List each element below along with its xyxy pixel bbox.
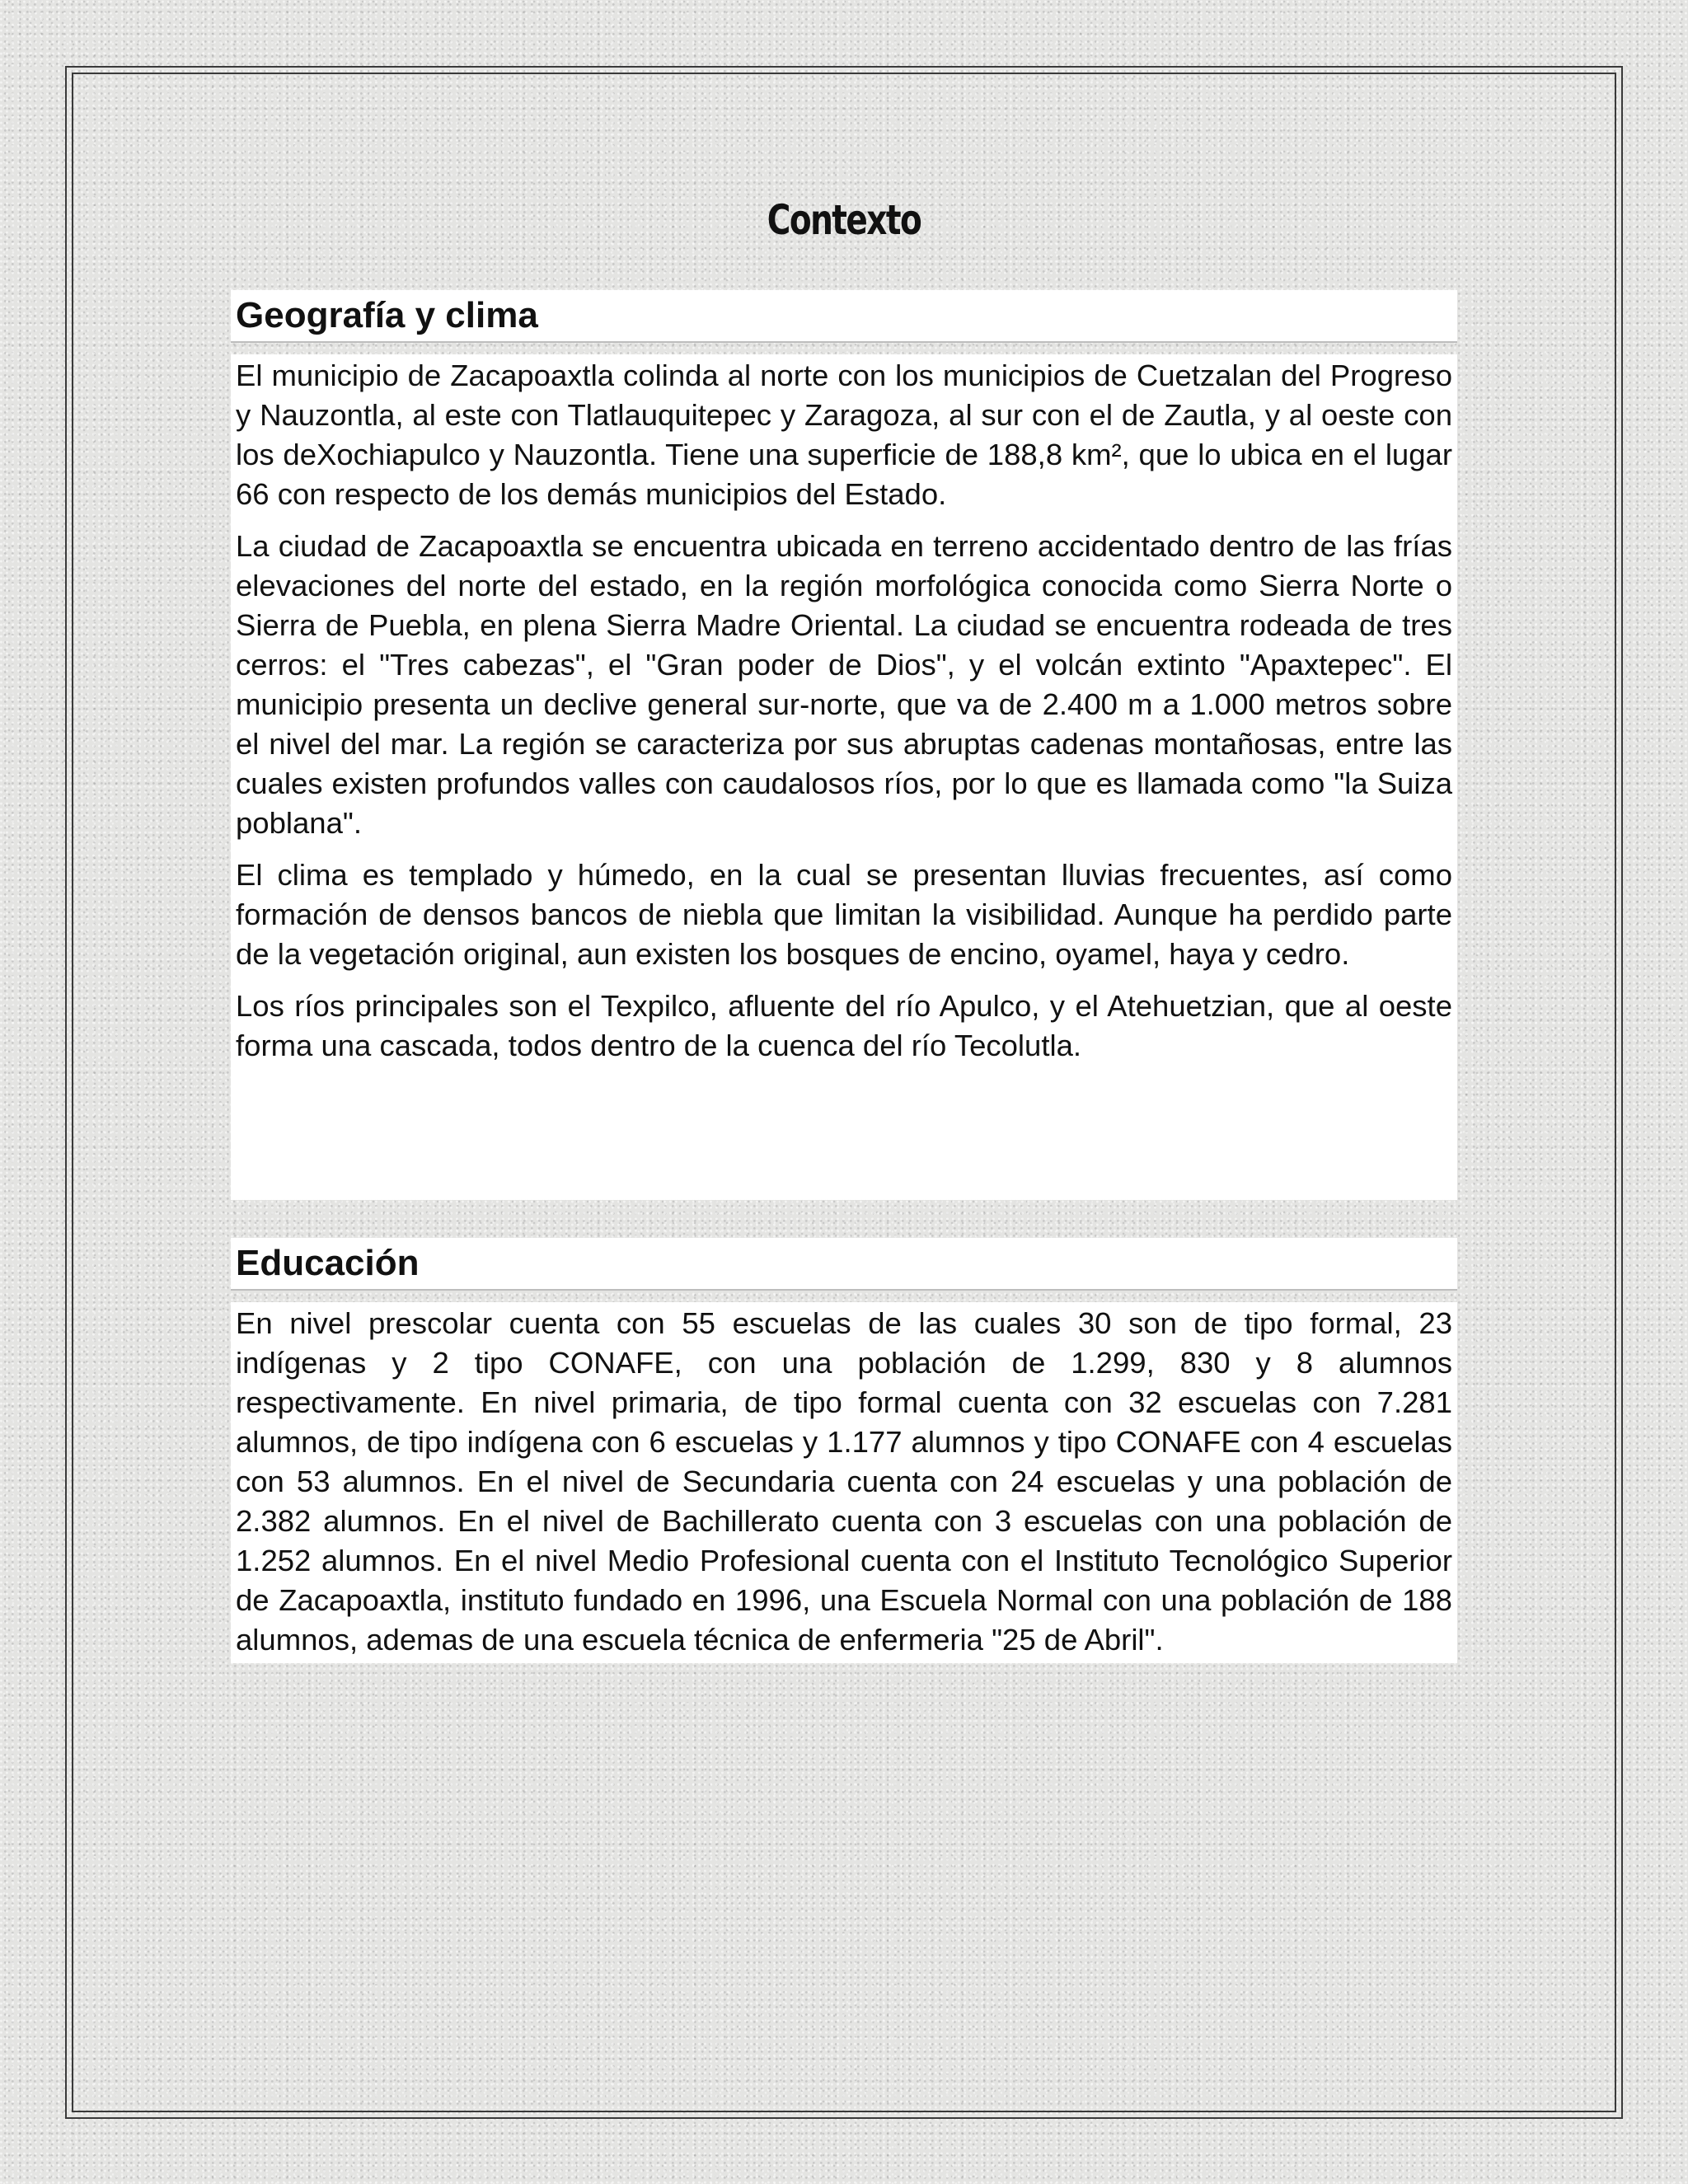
section-body	[231, 1302, 1457, 1663]
section-heading: Educación	[231, 1238, 1457, 1291]
section-educacion	[231, 1238, 1457, 1663]
page-title: Contexto	[767, 196, 921, 244]
section-heading: Geografía y clima	[231, 290, 1457, 343]
paragraph: El clima es templado y húmedo, en la cual se presentan lluvias frecuentes, así como formación de densos bancos de niebla que limitan la visibilidad. Aunque ha perdido parte de la vegetación original, aun existen los bosques de encino, oyamel, haya y cedro.	[236, 858, 1452, 971]
paragraph: La ciudad de Zacapoaxtla se encuentra ubicada en terreno accidentado dentro de las frías elevaciones del norte del estado, en la región morfológica conocida como Sierra Norte o Sierra de Puebla, en plena Sierra Madre Oriental. La ciudad se encuentra rodeada de tres cerros: el "Tres cabezas", el "Gran poder de Dios", y el volcán extinto "Apaxtepec". El municipio presenta un declive general sur-norte, que va de 2.400 m a 1.000 metros sobre el nivel del mar. La región se caracteriza por sus abruptas cadenas montañosas, entre las cuales existen profundos valles con caudalosos ríos, por lo que es llamada como "la Suiza poblana".	[236, 529, 1452, 840]
section-geografia-y-clima	[231, 290, 1457, 1200]
paragraph: El municipio de Zacapoaxtla colinda al norte con los municipios de Cuetzalan del Progreso y Nauzontla, al este con Tlatlauquitepec y Zaragoza, al sur con el de Zautla, y al oeste con los deXochiapulco y Nauzontla. Tiene una superficie de 188,8 km², que lo ubica en el lugar 66 con respecto de los demás municipios del Estado.	[236, 359, 1452, 511]
section-body	[231, 354, 1457, 1200]
paragraph: Los ríos principales son el Texpilco, afluente del río Apulco, y el Atehuetzian, que al oeste forma una cascada, todos dentro de la cuenca del río Tecolutla.	[236, 989, 1452, 1062]
paragraph: En nivel prescolar cuenta con 55 escuelas de las cuales 30 son de tipo formal, 23 indígenas y 2 tipo CONAFE, con una población de 1.299, 830 y 8 alumnos respectivamente. En nivel primaria, de tipo formal cuenta con 32 escuelas con 7.281 alumnos, de tipo indígena con 6 escuelas y 1.177 alumnos y tipo CONAFE con 4 escuelas con 53 alumnos. En el nivel de Secundaria cuenta con 24 escuelas y una población de 2.382 alumnos. En el nivel de Bachillerato cuenta con 3 escuelas con una población de 1.252 alumnos. En el nivel Medio Profesional cuenta con el Instituto Tecnológico Superior de Zacapoaxtla, instituto fundado en 1996, una Escuela Normal con una población de 188 alumnos, ademas de una escuela técnica de enfermeria "25 de Abril".	[236, 1306, 1452, 1657]
